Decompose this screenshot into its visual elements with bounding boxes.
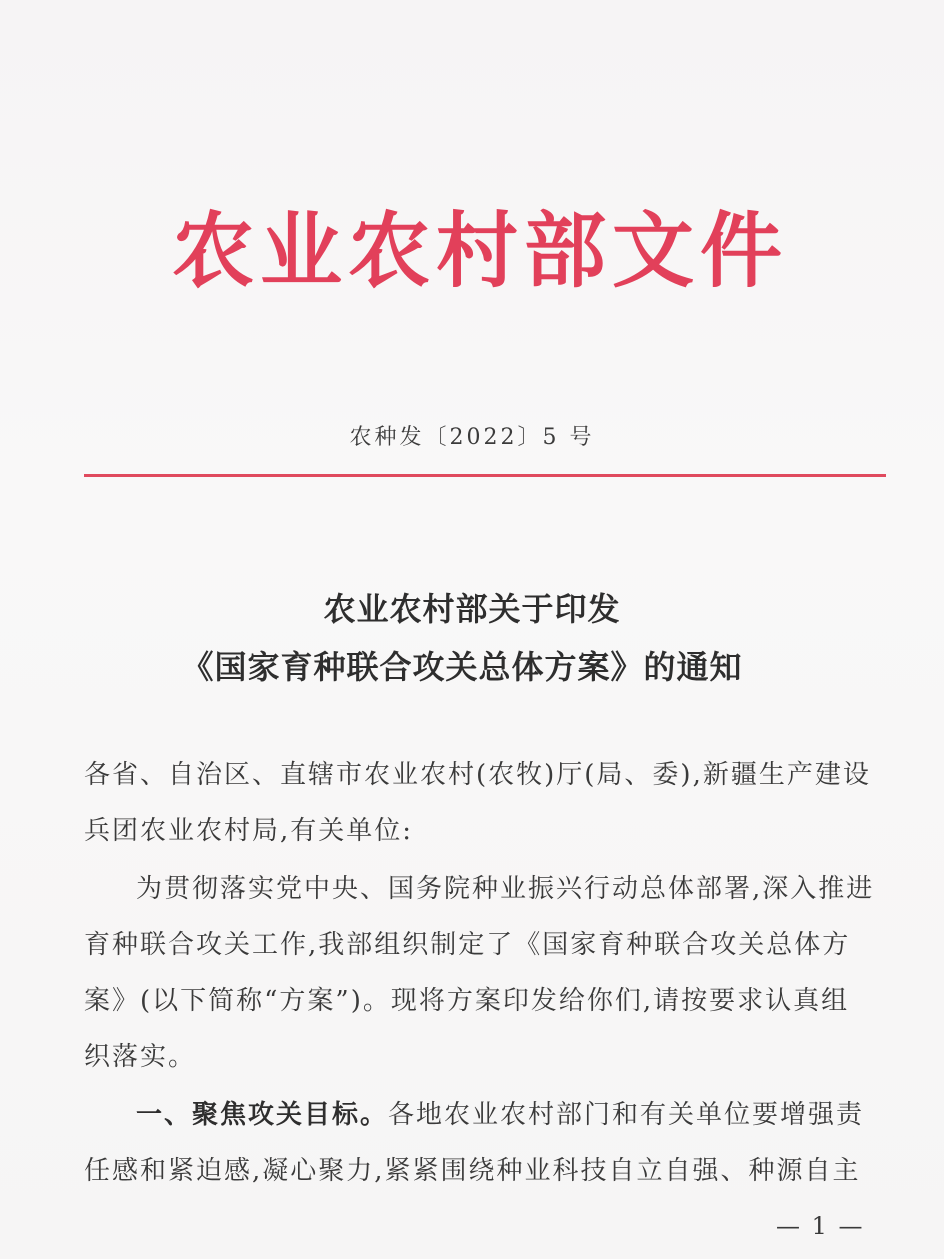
body-line-7: [136, 1094, 936, 1131]
page-number: — 1 —: [776, 1212, 865, 1240]
body-line-3: 为贯彻落实党中央、国务院种业振兴行动总体部署,深入推进: [136, 874, 875, 904]
red-divider: [84, 474, 886, 477]
notice-title-line2: 《国家育种联合攻关总体方案》的通知: [181, 648, 743, 686]
section-1-text: 各地农业农村部门和有关单位要增强责: [388, 1100, 865, 1130]
body-line-2: 兵团农业农村局,有关单位:: [84, 816, 414, 846]
body-line-4: 育种联合攻关工作,我部组织制定了《国家育种联合攻关总体方: [84, 930, 851, 960]
document-number: 农种发〔2022〕5 号: [349, 425, 595, 450]
document-header-title: 农业农村部文件: [171, 203, 788, 299]
body-line-1: 各省、自治区、直辖市农业农村(农牧)厅(局、委),新疆生产建设: [84, 760, 871, 790]
body-line-5: 案》(以下简称“方案”)。现将方案印发给你们,请按要求认真组: [84, 986, 850, 1016]
body-line-8: 任感和紧迫感,凝心聚力,紧紧围绕种业科技自立自强、种源自主: [84, 1156, 861, 1186]
body-line-6: 织落实。: [84, 1042, 197, 1072]
section-1-heading: 一、聚焦攻关目标。: [136, 1100, 389, 1130]
notice-title-line1: 农业农村部关于印发: [323, 590, 621, 628]
